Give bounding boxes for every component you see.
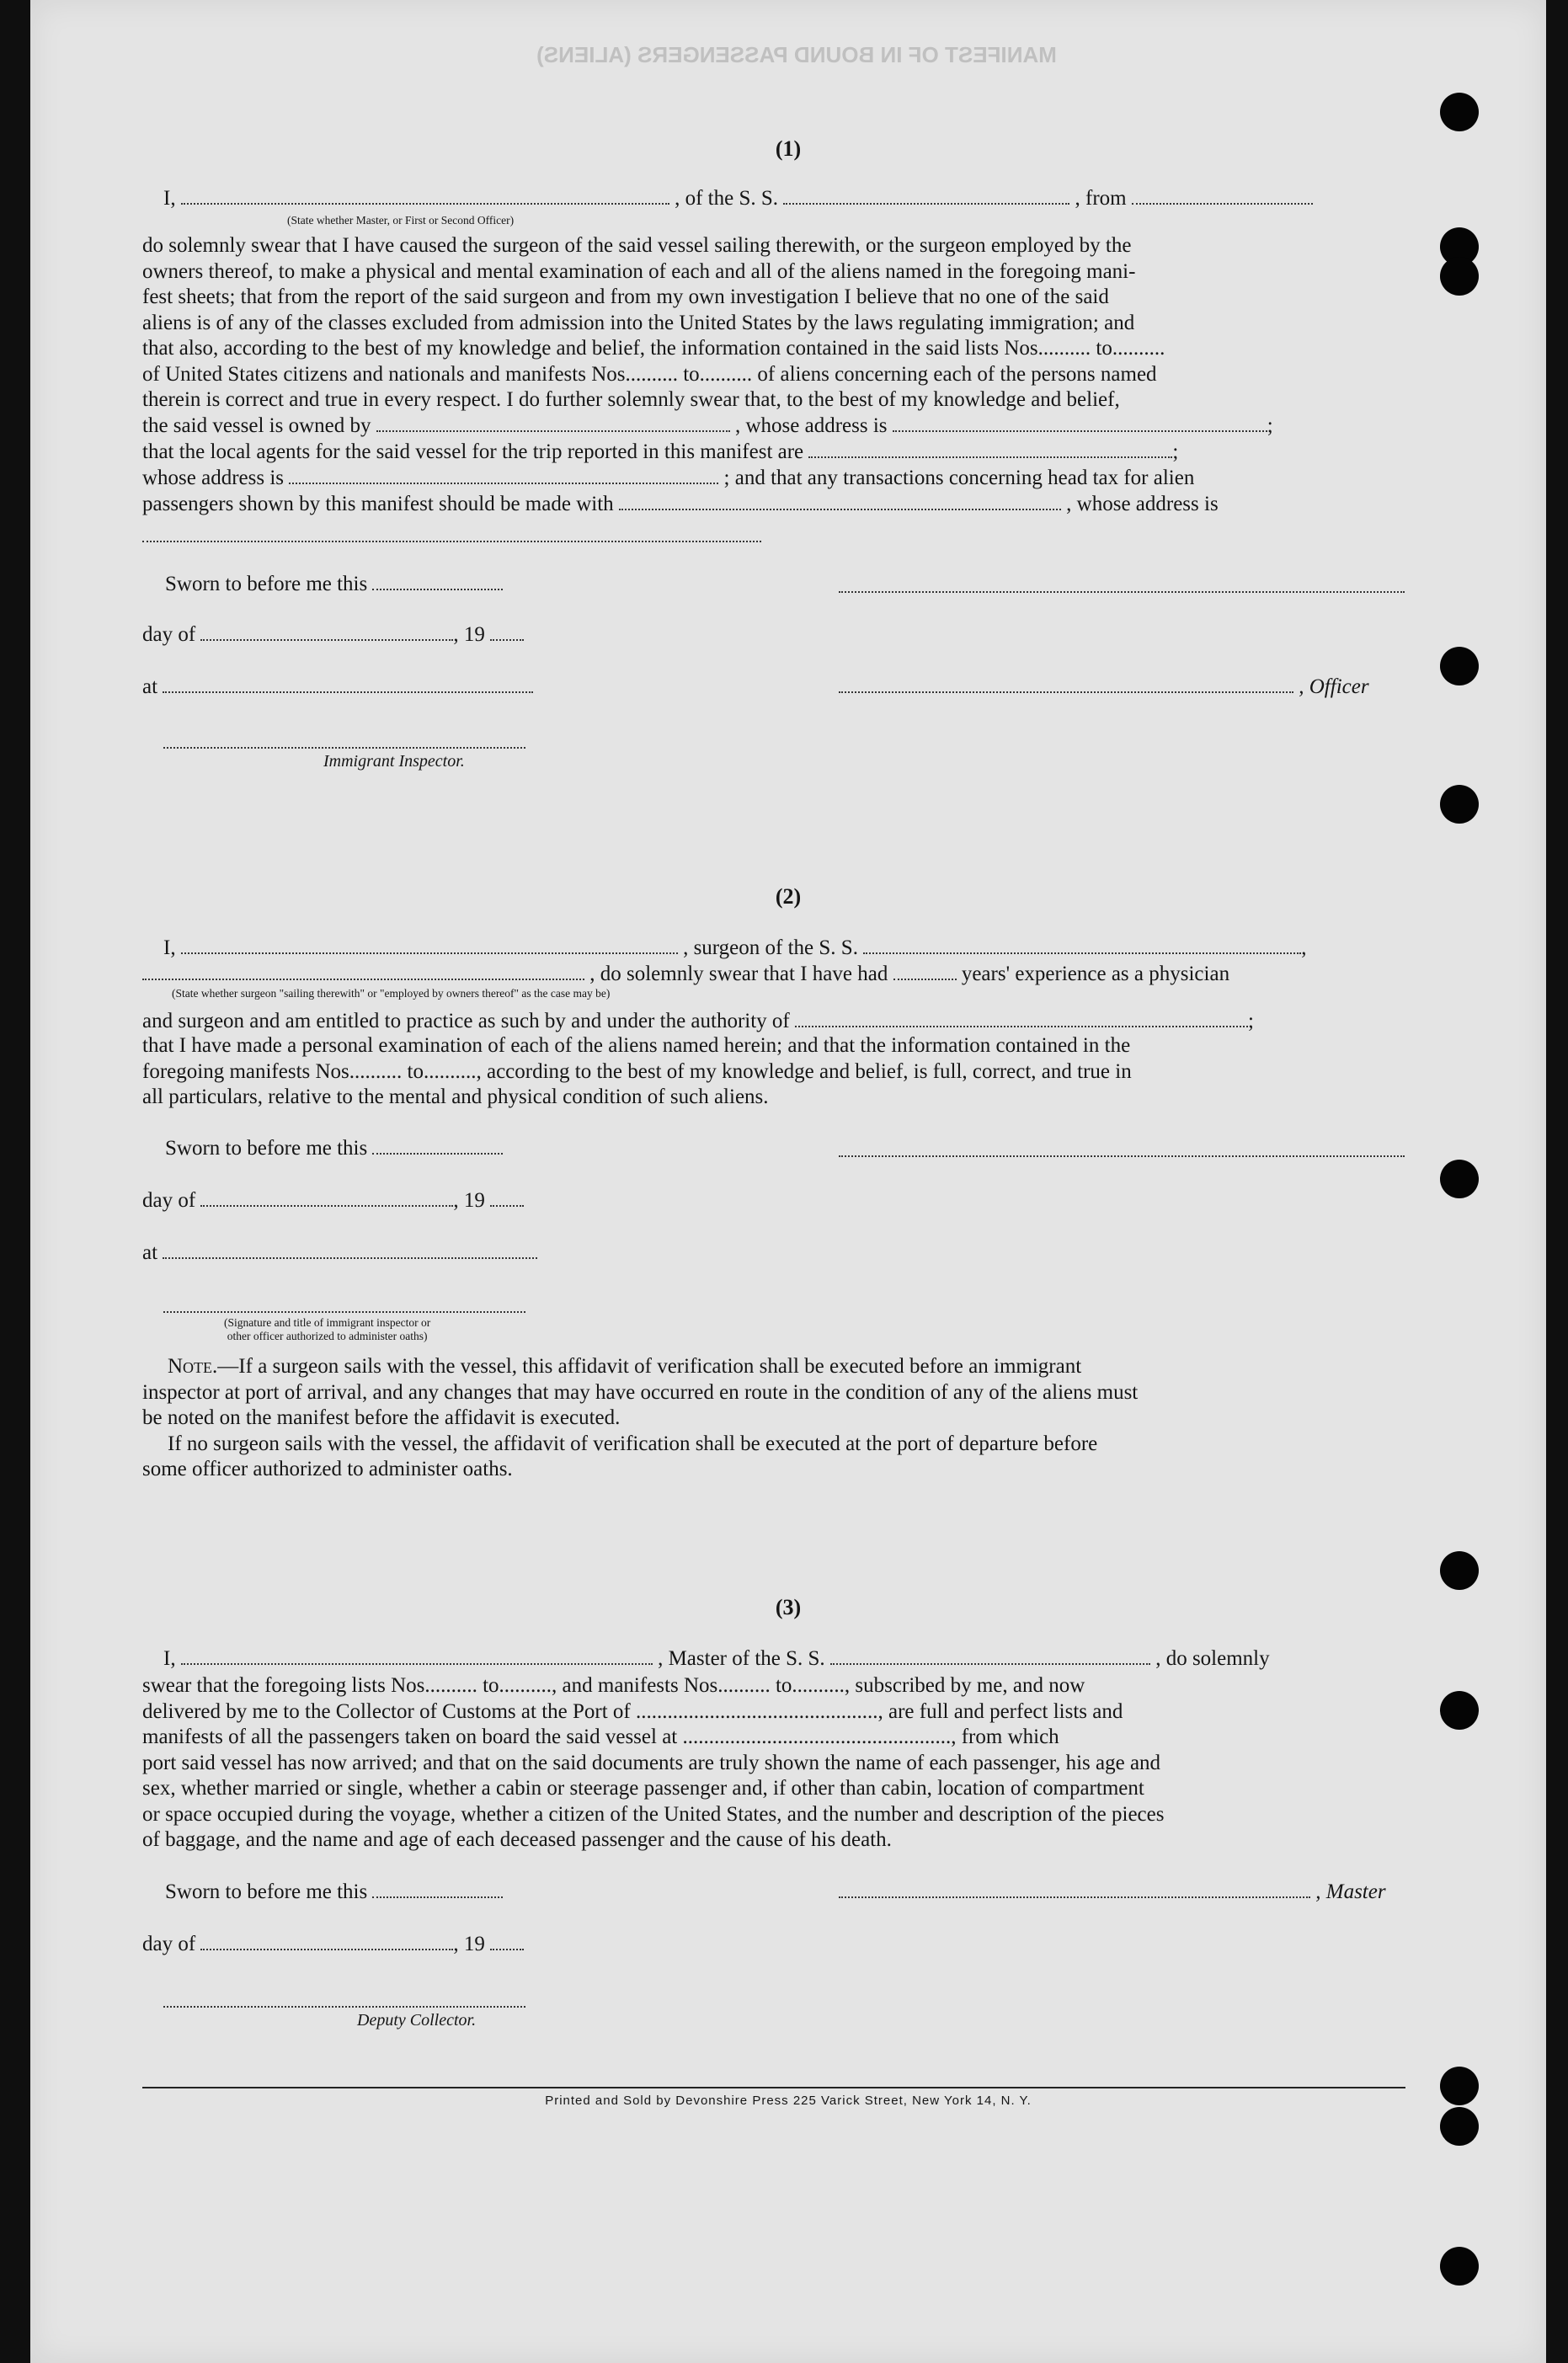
authority-blank[interactable] bbox=[795, 1011, 1248, 1027]
section-3-paragraph bbox=[142, 1673, 1405, 1854]
punch-hole bbox=[1440, 93, 1479, 131]
paragraph-line: manifests of all the passengers taken on board the said vessel at ..................................................., from which bbox=[142, 1726, 1059, 1748]
agent-address-blank[interactable] bbox=[289, 467, 718, 484]
paragraph-line: aliens is of any of the classes excluded from admission into the United States by the laws regulating immigration; and bbox=[142, 311, 1135, 334]
paragraph-line: fest sheets; that from the report of the said surgeon and from my own investigation I believe that no one of the said bbox=[142, 285, 1109, 308]
section-1-heading: (1) bbox=[775, 136, 802, 161]
label-deputy-collector: Deputy Collector. bbox=[357, 2011, 477, 2030]
local-agents-blank[interactable] bbox=[808, 441, 1172, 458]
paragraph-line: of United States citizens and nationals and manifests Nos.......... to.......... of aliens concerning each of the persons named bbox=[142, 362, 1157, 386]
sworn-day-blank[interactable] bbox=[372, 1138, 503, 1155]
sworn-row-3 bbox=[165, 1880, 503, 1904]
label-year: , 19 bbox=[453, 623, 485, 646]
label-from: , from bbox=[1075, 187, 1127, 210]
label-local-agents: that the local agents for the said vessel for the trip reported in this manifest are bbox=[142, 440, 804, 463]
agent-address-row bbox=[142, 467, 1194, 490]
day-of-row-1 bbox=[142, 623, 524, 647]
label-authority: and surgeon and am entitled to practice as such by and under the authority of bbox=[142, 1010, 790, 1032]
label-do-solemnly: , do solemnly bbox=[1155, 1647, 1270, 1670]
inspector-signature-blank[interactable] bbox=[163, 745, 525, 749]
officer-row bbox=[839, 675, 1369, 699]
paragraph-line: foregoing manifests Nos.......... to.........., according to the best of my knowledge and belief, is full, correct, and true in bbox=[142, 1059, 1132, 1083]
label-master: , Master bbox=[1315, 1880, 1386, 1903]
paragraph-line: do solemnly swear that I have caused the surgeon of the said vessel sailing therewith, or the surgeon employed by the bbox=[142, 234, 1132, 257]
punch-hole bbox=[1440, 257, 1479, 296]
paragraph-line: or space occupied during the voyage, whether a citizen of the United States, and the number and description of the pieces bbox=[142, 1802, 1165, 1826]
signature-blank[interactable] bbox=[839, 589, 1405, 593]
label-sworn: Sworn to before me this bbox=[165, 1137, 368, 1160]
at-row-1 bbox=[142, 675, 533, 699]
label-i: I, bbox=[163, 1647, 176, 1670]
owner-address-blank[interactable] bbox=[893, 415, 1267, 432]
at-row-2 bbox=[142, 1241, 537, 1265]
sworn-row-1 bbox=[165, 573, 503, 596]
year-blank[interactable] bbox=[490, 624, 524, 641]
label-day-of: day of bbox=[142, 1933, 196, 1955]
section-1-line-1 bbox=[163, 187, 1313, 211]
surgeon-type-blank[interactable] bbox=[142, 963, 584, 980]
from-port-blank[interactable] bbox=[1132, 188, 1313, 205]
note-label: Note. bbox=[168, 1355, 218, 1378]
label-at: at bbox=[142, 675, 158, 698]
label-passengers: passengers shown by this manifest should be made with bbox=[142, 493, 614, 515]
note-line: —If a surgeon sails with the vessel, this affidavit of verification shall be executed before an immigrant bbox=[217, 1355, 1082, 1378]
note-line: be noted on the manifest before the affidavit is executed. bbox=[142, 1406, 621, 1429]
month-blank[interactable] bbox=[200, 1190, 453, 1207]
sworn-row-2 bbox=[165, 1137, 503, 1160]
master-note: (State whether Master, or First or Second Officer) bbox=[287, 214, 515, 227]
vessel-name-blank[interactable] bbox=[830, 1648, 1150, 1665]
local-agents-row: that the local agents for the said vessel for the trip reported in this manifest are ; bbox=[142, 440, 1179, 463]
place-blank[interactable] bbox=[163, 1242, 537, 1259]
label-years-experience: years' experience as a physician bbox=[961, 963, 1230, 985]
paragraph-line: delivered by me to the Collector of Customs at the Port of .............................................., are full and perfect lists and bbox=[142, 1699, 1123, 1723]
label-whose-address: , whose address is bbox=[734, 414, 888, 437]
owner-blank[interactable] bbox=[376, 415, 730, 432]
month-blank[interactable] bbox=[200, 1934, 453, 1950]
paragraph-line: sex, whether married or single, whether a cabin or steerage passenger and, if other than cabin, location of compartment bbox=[142, 1777, 1144, 1800]
master-name-blank[interactable] bbox=[181, 1648, 653, 1665]
bleed-through-text bbox=[249, 40, 1344, 141]
head-tax-contact-blank[interactable] bbox=[619, 493, 1061, 510]
section-2-line-2 bbox=[142, 963, 1229, 986]
inspector-signature-blank[interactable] bbox=[163, 1310, 525, 1313]
punch-hole bbox=[1440, 1691, 1479, 1730]
vessel-name-blank[interactable] bbox=[783, 188, 1069, 205]
contact-address-blank[interactable] bbox=[142, 539, 761, 542]
section-2-paragraph bbox=[142, 1033, 1405, 1111]
punch-hole bbox=[1440, 785, 1479, 824]
label-solemnly-swear: , do solemnly swear that I have had bbox=[589, 963, 888, 985]
sworn-day-blank[interactable] bbox=[372, 573, 503, 590]
punch-hole bbox=[1440, 1160, 1479, 1198]
note-line: inspector at port of arrival, and any changes that may have occurred en route in the condition of any of the aliens must bbox=[142, 1380, 1139, 1404]
bleed-through-line: MANIFEST OF IN BOUND PASSENGERS (ALIENS) bbox=[536, 42, 1057, 67]
section-3-heading: (3) bbox=[775, 1595, 802, 1619]
year-blank[interactable] bbox=[490, 1934, 524, 1950]
paragraph-line: owners thereof, to make a physical and mental examination of each and all of the aliens named in the foregoing mani- bbox=[142, 259, 1136, 283]
label-whose-address: whose address is bbox=[142, 467, 285, 489]
label-at: at bbox=[142, 1241, 158, 1264]
day-of-row-3 bbox=[142, 1933, 524, 1956]
label-master-of: , Master of the S. S. bbox=[658, 1647, 825, 1670]
label-day-of: day of bbox=[142, 1189, 196, 1212]
sworn-day-blank[interactable] bbox=[372, 1881, 503, 1898]
paragraph-line: that I have made a personal examination of each of the aliens named herein; and that the information contained in the bbox=[142, 1034, 1131, 1057]
paragraph-line: of baggage, and the name and age of each deceased passenger and the cause of his death. bbox=[142, 1828, 892, 1851]
section-2-line-1: I, , surgeon of the S. S. , bbox=[163, 936, 1307, 959]
label-year: , 19 bbox=[453, 1189, 485, 1212]
label-owned-by: the said vessel is owned by bbox=[142, 414, 371, 437]
label-i: I, bbox=[163, 936, 176, 959]
master-name-blank[interactable] bbox=[181, 188, 669, 205]
section-1-paragraph bbox=[142, 233, 1405, 413]
note-line: If no surgeon sails with the vessel, the affidavit of verification shall be executed at the port of departure before bbox=[168, 1432, 1098, 1455]
signature-note-line: other officer authorized to administer oaths) bbox=[227, 1330, 428, 1342]
signature-note-line: (Signature and title of immigrant inspector or bbox=[224, 1316, 431, 1329]
label-surgeon-of: , surgeon of the S. S. bbox=[683, 936, 858, 959]
punch-hole bbox=[1440, 647, 1479, 685]
section-3-line-1 bbox=[163, 1647, 1270, 1671]
master-signature-blank[interactable] bbox=[839, 1881, 1310, 1898]
paragraph-line: therein is correct and true in every respect. I do further solemnly swear that, to the best of my knowledge and belief, bbox=[142, 388, 1120, 411]
owned-by-row: the said vessel is owned by , whose address is ; bbox=[142, 414, 1273, 437]
section-2-heading: (2) bbox=[775, 884, 802, 909]
label-of-ss: , of the S. S. bbox=[675, 187, 779, 210]
label-whose-address: , whose address is bbox=[1066, 493, 1219, 515]
printer-imprint: Printed and Sold by Devonshire Press 225 Varick Street, New York 14, N. Y. bbox=[545, 2094, 1032, 2108]
place-blank[interactable] bbox=[163, 676, 533, 693]
punch-hole bbox=[1440, 2247, 1479, 2286]
signature-note bbox=[224, 1316, 430, 1343]
paragraph-line: swear that the foregoing lists Nos.......... to.........., and manifests Nos.......... to.........., subscribed by me, and now bbox=[142, 1674, 1085, 1697]
officer-signature-blank[interactable] bbox=[839, 676, 1293, 693]
years-blank[interactable] bbox=[893, 963, 957, 980]
punch-hole bbox=[1440, 2107, 1479, 2146]
label-head-tax: ; and that any transactions concerning head tax for alien bbox=[723, 467, 1195, 489]
label-immigrant-inspector: Immigrant Inspector. bbox=[323, 752, 465, 771]
year-blank[interactable] bbox=[490, 1190, 524, 1207]
day-of-row-2 bbox=[142, 1189, 524, 1213]
paragraph-line: that also, according to the best of my knowledge and belief, the information contained in the said lists Nos.......... to.......... bbox=[142, 337, 1165, 360]
paragraph-line: all particulars, relative to the mental and physical condition of such aliens. bbox=[142, 1085, 769, 1108]
label-i: I, bbox=[163, 187, 176, 210]
note-block bbox=[142, 1354, 1405, 1483]
deputy-signature-blank[interactable] bbox=[163, 2004, 525, 2008]
punch-hole bbox=[1440, 1551, 1479, 1590]
note-line: some officer authorized to administer oaths. bbox=[142, 1458, 513, 1480]
month-blank[interactable] bbox=[200, 624, 453, 641]
vessel-name-blank[interactable] bbox=[863, 937, 1301, 954]
surgeon-note: (State whether surgeon "sailing therewith" or "employed by owners thereof" as the case may be) bbox=[172, 987, 611, 1000]
surgeon-name-blank[interactable] bbox=[181, 937, 678, 954]
document-page bbox=[30, 0, 1546, 2363]
label-sworn: Sworn to before me this bbox=[165, 573, 368, 595]
paragraph-line: port said vessel has now arrived; and that on the said documents are truly shown the name of each passenger, his age and bbox=[142, 1751, 1161, 1774]
label-sworn: Sworn to before me this bbox=[165, 1880, 368, 1903]
surgeon-signature-blank[interactable] bbox=[839, 1154, 1405, 1157]
label-year: , 19 bbox=[453, 1933, 485, 1955]
footer-rule bbox=[142, 2087, 1405, 2088]
label-officer: , Officer bbox=[1299, 675, 1369, 698]
master-signature-row bbox=[839, 1880, 1386, 1904]
passengers-row bbox=[142, 493, 1219, 516]
label-day-of: day of bbox=[142, 623, 196, 646]
authority-row: and surgeon and am entitled to practice as such by and under the authority of ; bbox=[142, 1010, 1254, 1032]
